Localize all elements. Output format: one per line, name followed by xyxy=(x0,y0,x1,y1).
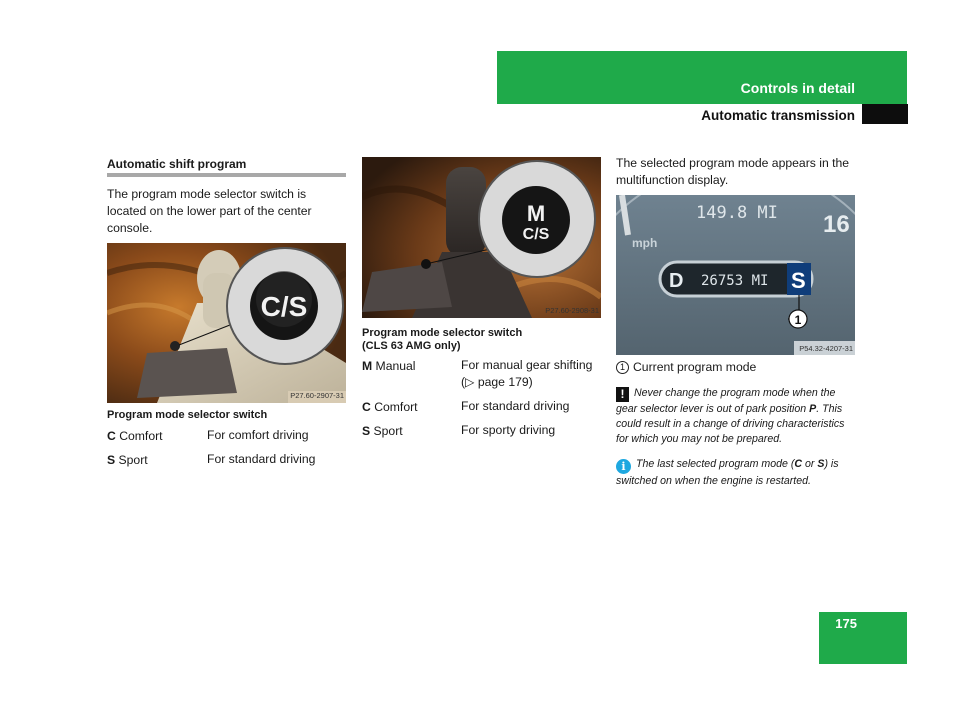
switch-label-m: M xyxy=(526,201,546,226)
switch-label-cs: C/S xyxy=(522,226,550,243)
console-photo xyxy=(107,243,346,403)
mode-row-desc: For comfort driving xyxy=(207,428,309,442)
mode-row-desc: For sporty driving xyxy=(461,423,556,437)
mode-row-desc: For standard driving xyxy=(207,452,316,466)
chapter-title: Controls in detail xyxy=(740,80,855,96)
info-note: i The last selected program mode (C or S) is switched on when the engine is restarted. xyxy=(616,458,839,487)
section-heading: Automatic shift program xyxy=(107,157,247,171)
speed-readout: 149.8 MI xyxy=(696,203,778,223)
callout-circle: 1 xyxy=(616,361,629,374)
image-code: P27.60-2908-31 xyxy=(545,306,599,315)
callout-number: 1 xyxy=(794,313,802,327)
mode-row-label: S Sport xyxy=(107,453,148,467)
page-number: 175 xyxy=(835,616,857,631)
heading-rule xyxy=(107,173,346,177)
speed-scale-number: 16 xyxy=(823,211,850,238)
amg-console-photo xyxy=(362,157,601,318)
info-icon: i xyxy=(616,459,631,474)
mode-row-label: C Comfort xyxy=(107,429,163,443)
image-code: P54.32-4207-31 xyxy=(799,344,853,353)
mode-row-label: M Manual xyxy=(362,359,416,373)
section-title: Automatic transmission xyxy=(701,108,855,123)
gear-indicator: D xyxy=(669,270,684,292)
header-marker xyxy=(862,104,908,124)
speed-unit: mph xyxy=(632,236,658,250)
odometer-readout: 26753 MI xyxy=(701,273,769,289)
intro-paragraph: The program mode selector switch is located on the lower part of the center console. xyxy=(107,187,312,235)
warning-icon: ! xyxy=(616,387,629,402)
photo-caption: Program mode selector switch xyxy=(107,409,268,421)
image-code: P27.60-2907-31 xyxy=(290,391,344,400)
mode-row-label: S Sport xyxy=(362,424,403,438)
multifunction-display-photo xyxy=(616,195,855,355)
display-intro: The selected program mode appears in the multifunction display. xyxy=(616,156,850,187)
switch-label: C/S xyxy=(260,291,308,322)
mode-row-desc: For manual gear shifting (▷ page 179) xyxy=(461,358,593,389)
header-band xyxy=(497,51,907,104)
mode-row-label: C Comfort xyxy=(362,400,418,414)
callout-legend: 1 Current program mode xyxy=(616,359,756,376)
program-mode-indicator: S xyxy=(791,268,806,293)
mode-row-desc: For standard driving xyxy=(461,399,570,413)
photo-caption: Program mode selector switch (CLS 63 AMG only) xyxy=(362,327,523,352)
warning-note: ! Never change the program mode when the gear selector lever is out of park position P. This could result in a change of driving characteristics for which you may not be prepared. xyxy=(616,387,845,445)
